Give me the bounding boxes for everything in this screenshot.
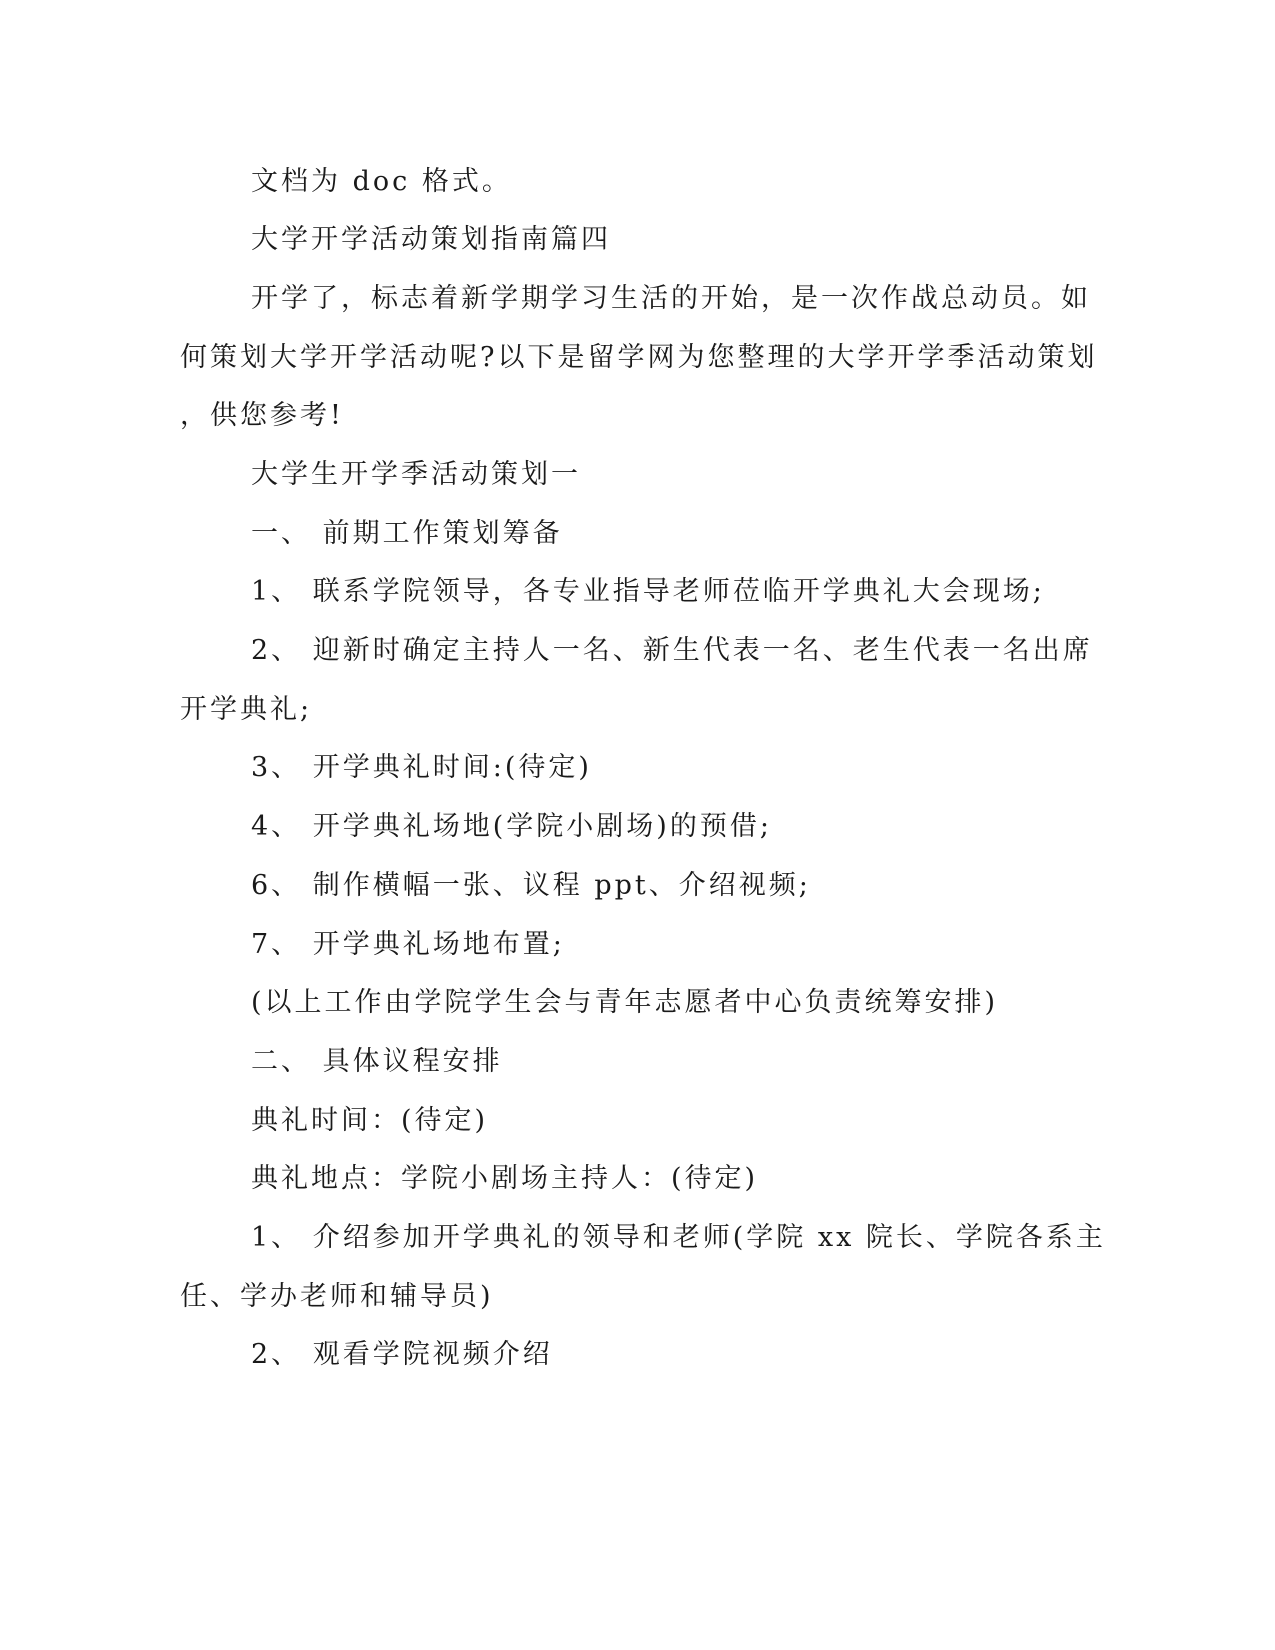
list-item-continuation: 开学典礼; [180,694,313,725]
list-item: 2、 观看学院视频介绍 [251,1339,553,1370]
heading-agenda: 二、 具体议程安排 [251,1046,503,1077]
responsibility-note: (以上工作由学院学生会与青年志愿者中心负责统筹安排) [251,987,999,1018]
list-item-continuation: 任、学办老师和辅导员) [180,1281,494,1312]
plan-title: 大学生开学季活动策划一 [251,459,581,490]
ceremony-location: 典礼地点：学院小剧场主持人：(待定) [251,1163,759,1194]
intro-paragraph-line-1: 开学了，标志着新学期学习生活的开始，是一次作战总动员。如 [251,283,1091,314]
heading-preparation: 一、 前期工作策划筹备 [251,518,563,549]
intro-paragraph-line-3: ，供您参考! [180,400,344,431]
list-item: 7、 开学典礼场地布置; [251,929,565,960]
section-title: 大学开学活动策划指南篇四 [251,224,611,255]
doc-format-note: 文档为 doc 格式。 [251,166,512,197]
list-item: 2、 迎新时确定主持人一名、新生代表一名、老生代表一名出席 [251,635,1093,666]
list-item: 3、 开学典礼时间:(待定) [251,752,592,783]
intro-paragraph-line-2: 何策划大学开学活动呢?以下是留学网为您整理的大学开学季活动策划 [180,342,1098,373]
list-item: 6、 制作横幅一张、议程 ppt、介绍视频; [251,870,811,901]
ceremony-time: 典礼时间：(待定) [251,1105,489,1136]
list-item: 1、 联系学院领导，各专业指导老师莅临开学典礼大会现场; [251,576,1045,607]
list-item: 4、 开学典礼场地(学院小剧场)的预借; [251,811,772,842]
list-item: 1、 介绍参加开学典礼的领导和老师(学院 xx 院长、学院各系主 [251,1222,1106,1253]
